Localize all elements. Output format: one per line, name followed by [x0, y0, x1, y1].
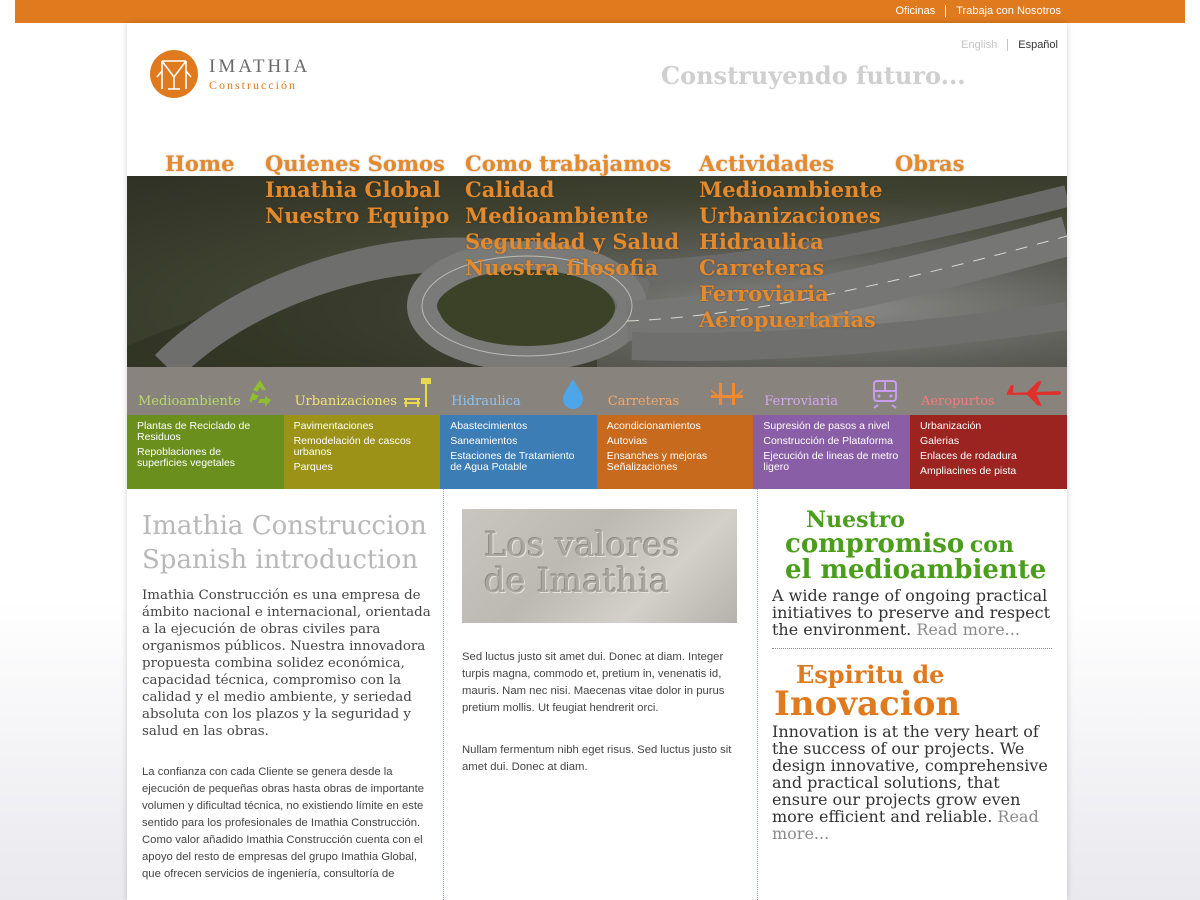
category-item[interactable]: Estaciones de Tratamiento de Agua Potable	[450, 450, 575, 473]
category-item[interactable]: Construcción de Plataforma	[763, 435, 893, 447]
main-nav	[127, 151, 1067, 371]
nav-act-aeropuertarias[interactable]: Aeropuertarias	[699, 307, 876, 332]
category-item[interactable]: Autovias	[606, 435, 648, 447]
top-links-separator	[945, 5, 946, 17]
category-header	[284, 367, 441, 415]
values-image-line1: Los valores	[484, 525, 680, 565]
values-column	[462, 509, 737, 776]
lang-english[interactable]: English	[961, 39, 998, 51]
intro-body: La confianza con cada Cliente se genera desde la ejecución de pequeñas obras hasta obras de importante volumen y dificultad técnica, no existiendo límite en este sentido para los profesionales de Imathia Construcción. Como valor añadido Imathia Construcción cuenta con el apoyo del resto de empresas del grupo Imathia Global, que ofrecen servicios de ingeniería, consultoría de	[142, 766, 424, 880]
category-item[interactable]: Acondicionamientos	[606, 420, 701, 432]
environment-text-block	[772, 587, 1052, 638]
nav-seguridad-y-salud[interactable]: Seguridad y Salud	[465, 229, 680, 254]
innovation-title	[772, 660, 1052, 724]
intro-title-line1: Imathia Construccion	[142, 511, 427, 541]
intro-title	[142, 509, 432, 577]
innovation-title-l1: Espiritu de	[796, 660, 945, 689]
nav-act-urbanizaciones[interactable]: Urbanizaciones	[699, 203, 881, 228]
category-header	[597, 367, 754, 415]
intro-column	[142, 509, 432, 883]
category-item[interactable]: Plantas de Reciclado de Residuos	[137, 420, 251, 443]
category-hidraulica[interactable]	[440, 367, 597, 489]
nav-obras[interactable]: Obras	[895, 151, 965, 176]
category-items	[753, 415, 910, 489]
category-header	[910, 367, 1067, 415]
category-items	[284, 415, 441, 489]
section-separator	[772, 648, 1052, 649]
innovation-text: Innovation is at the very heart of the success of our projects. We design innovative, comprehensive and practical solutions, that ensure our projects grow even more efficient and reliable.	[772, 722, 1048, 826]
category-ferroviaria[interactable]	[753, 367, 910, 489]
environment-text: A wide range of ongoing practical initiatives to preserve and respect the environment.	[772, 586, 1051, 639]
bridge-icon	[705, 377, 749, 409]
nav-col-obras	[895, 151, 964, 177]
category-title: Aeropurtos	[920, 394, 995, 409]
values-paragraph-2: Nullam fermentum nibh eget risus. Sed luctus justo sit amet dui. Donec at diam.	[462, 744, 732, 773]
category-header	[127, 367, 284, 415]
environment-title-l2a: compromiso	[785, 529, 965, 559]
category-item[interactable]: Repoblaciones de superficies vegetales	[137, 446, 236, 469]
nav-medioambiente[interactable]: Medioambiente	[465, 203, 649, 228]
category-header	[753, 367, 910, 415]
environment-title-l3: el medioambiente	[785, 555, 1047, 585]
environment-title-l1: Nuestro	[806, 507, 905, 533]
intro-title-line2: Spanish introduction	[142, 545, 419, 575]
nav-actividades[interactable]: Actividades	[699, 151, 835, 176]
nav-act-carreteras[interactable]: Carreteras	[699, 255, 825, 280]
category-item[interactable]: Supresión de pasos a nivel	[763, 420, 890, 432]
category-panels	[127, 367, 1067, 489]
category-item[interactable]: Urbanización	[919, 420, 982, 432]
top-links	[895, 5, 1061, 17]
water-drop-icon	[557, 377, 589, 409]
values-paragraph-1: Sed luctus justo sit amet dui. Donec at diam. Integer turpis magna, commodo et, pretium in, venenatis id, mauris. Nam nec nisi. Maecenas vitae dolor in purus pretium mollis. Ut feugiat hendrerit orci.	[462, 651, 725, 714]
category-medioambiente[interactable]	[127, 367, 284, 489]
category-item[interactable]: Pavimentaciones	[293, 420, 374, 432]
language-switcher	[961, 39, 1058, 51]
category-title: Hidraulica	[451, 394, 521, 409]
brand-subtitle: Construcción	[209, 78, 297, 92]
nav-act-hidraulica[interactable]: Hidraulica	[699, 229, 824, 254]
highlights-column	[772, 509, 1052, 842]
lang-separator	[1007, 39, 1008, 51]
category-items	[440, 415, 597, 489]
link-oficinas[interactable]: Oficinas	[895, 5, 936, 17]
streetlamp-bench-icon	[400, 377, 432, 409]
environment-read-more[interactable]: Read more...	[916, 620, 1020, 639]
brand-name: IMATHIA	[209, 56, 311, 77]
nav-calidad[interactable]: Calidad	[465, 177, 555, 202]
nav-home[interactable]: Home	[165, 151, 235, 176]
category-item[interactable]: Ensanches y mejoras Señalizaciones	[606, 450, 708, 473]
nav-quienes-somos[interactable]: Quienes Somos	[265, 151, 445, 176]
values-image-line2: de Imathia	[484, 561, 670, 601]
nav-col-actividades	[699, 151, 882, 333]
link-trabaja-con-nosotros[interactable]: Trabaja con Nosotros	[956, 5, 1061, 17]
nav-como-trabajamos[interactable]: Como trabajamos	[465, 151, 672, 176]
nav-col-home	[165, 151, 234, 177]
environment-title	[772, 509, 1052, 583]
page-container	[127, 23, 1067, 900]
category-title: Carreteras	[607, 394, 680, 409]
category-title: Ferroviaria	[764, 394, 839, 409]
category-title: Urbanizaciones	[294, 394, 397, 409]
category-item[interactable]: Galerias	[919, 435, 960, 447]
category-items	[127, 415, 284, 489]
category-title: Medioambiente	[138, 394, 241, 409]
category-items	[597, 415, 754, 489]
slogan: Construyendo futuro...	[661, 61, 966, 90]
logo-mark-icon	[149, 49, 199, 99]
nav-imathia-global[interactable]: Imathia Global	[265, 177, 441, 202]
lang-spanish[interactable]: Español	[1018, 39, 1058, 51]
category-aeropurtos[interactable]	[910, 367, 1067, 489]
category-carreteras[interactable]	[597, 367, 754, 489]
category-urbanizaciones[interactable]	[284, 367, 441, 489]
category-item[interactable]: Abastecimientos	[450, 420, 528, 432]
train-icon	[870, 377, 902, 409]
category-item[interactable]: Ampliacines de pista	[919, 465, 1017, 477]
column-divider	[443, 489, 444, 900]
column-divider	[757, 489, 758, 900]
nav-col-quienes-somos	[265, 151, 449, 229]
category-item[interactable]: Remodelación de cascos urbanos	[293, 435, 411, 458]
nav-col-como-trabajamos	[465, 151, 679, 281]
logo-text	[209, 57, 310, 91]
logo[interactable]	[149, 49, 310, 99]
innovation-title-l2: Inovacion	[774, 684, 961, 724]
values-image[interactable]	[462, 509, 737, 623]
innovation-read-more[interactable]: Read more...	[772, 807, 1039, 843]
category-item[interactable]: Enlaces de rodadura	[919, 450, 1017, 462]
category-header	[440, 367, 597, 415]
innovation-text-block	[772, 723, 1052, 842]
top-bar	[15, 0, 1185, 23]
environment-title-l2	[785, 531, 1052, 557]
category-item[interactable]: Saneamientos	[450, 435, 518, 447]
nav-nuestro-equipo[interactable]: Nuestro Equipo	[265, 203, 450, 228]
recycle-icon	[244, 377, 276, 409]
nav-act-ferroviaria[interactable]: Ferroviaria	[699, 281, 829, 306]
nav-nuestra-filosofia[interactable]: Nuestra filosofia	[465, 255, 659, 280]
category-items	[910, 415, 1067, 489]
category-item[interactable]: Parques	[293, 461, 333, 473]
airplane-icon	[1005, 377, 1063, 409]
nav-act-medioambiente[interactable]: Medioambiente	[699, 177, 883, 202]
environment-title-l2b: con	[969, 532, 1014, 558]
intro-lead: Imathia Construcción es una empresa de ámbito nacional e internacional, orientada a la ejecución de obras civiles para organismos públicos. Nuestra innovadora propuesta combina solidez económica, capacidad técnica, compromiso con la calidad y el medio ambiente, y seriedad absoluta con los plazos y la seguridad y salud en las obras.	[142, 588, 431, 739]
category-item[interactable]: Ejecución de lineas de metro ligero	[763, 450, 899, 473]
